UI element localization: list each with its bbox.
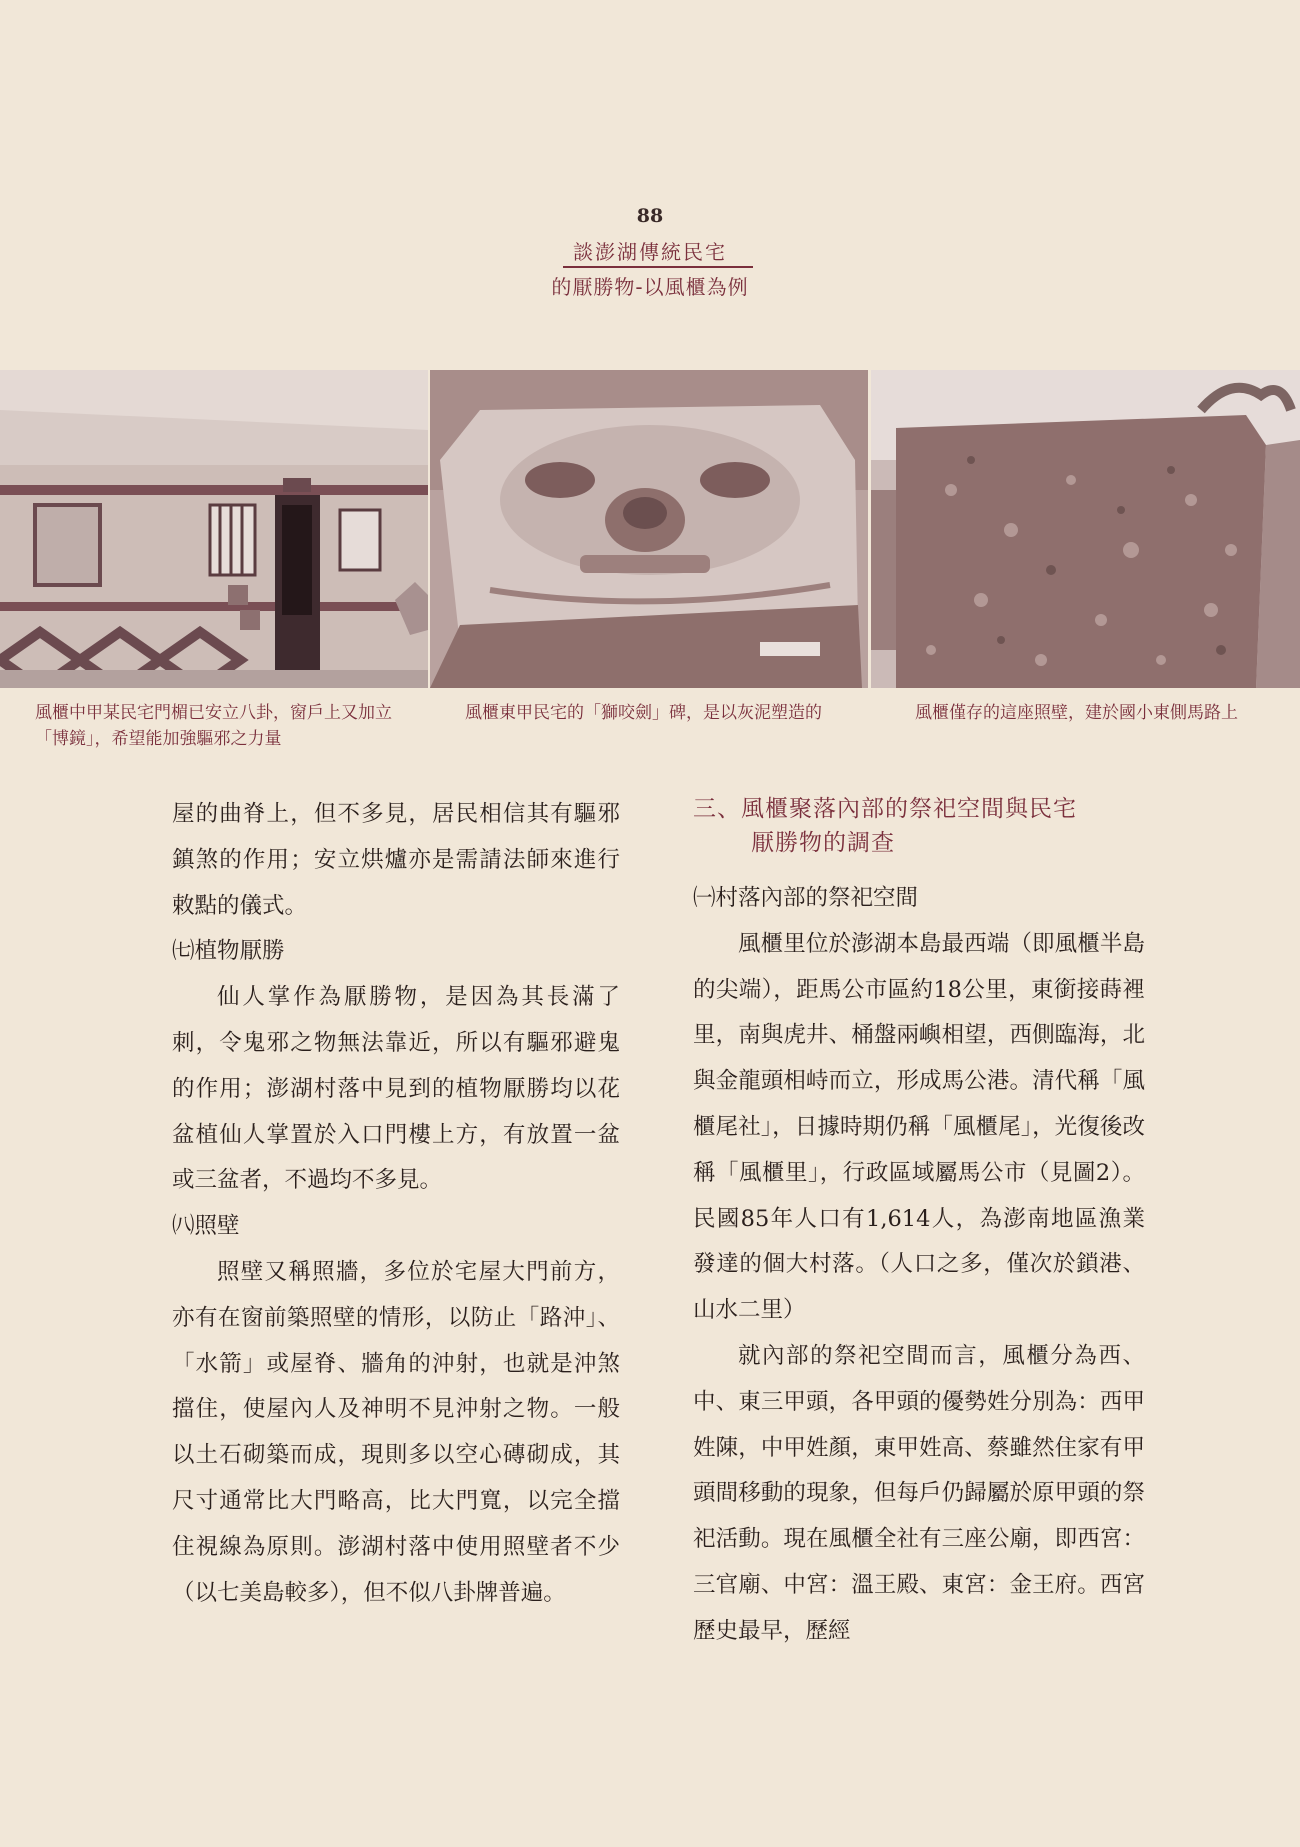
paragraph: 照壁又稱照牆，多位於宅屋大門前方，亦有在窗前築照壁的情形，以防止「路沖」、「水箭」或屋脊、牆角的沖射，也就是沖煞擋住，使屋內人及神明不見沖射之物。一般以土石砌築而成，現則多以空心磚砌成，其尺寸通常比大門略高，比大門寬，以完全擋住視線為原則。澎湖村落中使用照壁者不少（以七美島較多），但不似八卦牌普遍。	[172, 1258, 620, 1606]
photo-house-facade	[0, 370, 428, 688]
paragraph: 屋的曲脊上，但不多見，居民相信其有驅邪鎮煞的作用；安立烘爐亦是需請法師來進行敕點的儀式。	[172, 801, 620, 919]
left-column	[172, 792, 620, 1616]
running-title-line2: 的厭勝物-以風櫃為例	[551, 275, 749, 299]
photo-caption-3: 風櫃僅存的這座照壁，建於國小東側馬路上	[915, 703, 1238, 723]
header-rule	[563, 266, 753, 268]
section-heading-line2: 厭勝物的調查	[751, 830, 895, 856]
photo-caption-2: 風櫃東甲民宅的「獅咬劍」碑，是以灰泥塑造的	[465, 703, 822, 723]
paragraph: 就內部的祭祀空間而言，風櫃分為西、中、東三甲頭，各甲頭的優勢姓分別為：西甲姓陳，中甲姓顏，東甲姓高、蔡雖然住家有甲頭間移動的現象，但每戶仍歸屬於原甲頭的祭祀活動。現在風櫃全社有三座公廟，即西宮：三官廟、中宮：溫王殿、東宮：金王府。西宮歷史最早，歷經	[693, 1342, 1145, 1644]
photo-caption-1: 風櫃中甲某民宅門楣已安立八卦，窗戶上又加立「博鏡」，希望能加強驅邪之力量	[35, 703, 392, 749]
section-heading	[693, 792, 1145, 860]
right-column	[693, 792, 1145, 1655]
photo-lion-stele	[430, 370, 868, 688]
paragraph: 風櫃里位於澎湖本島最西端（即風櫃半島的尖端），距馬公市區約18公里，東銜接蒔裡里，南與虎井、桶盤兩嶼相望，西側臨海，北與金龍頭相峙而立，形成馬公港。清代稱「風櫃尾社」，日據時期仍稱「風櫃尾」，光復後改稱「風櫃里」，行政區域屬馬公市（見圖2）。民國85年人口有1,614人，為澎南地區漁業發達的個大村落。（人口之多，僅次於鎖港、山水二里）	[693, 930, 1145, 1324]
subheading-screen-wall: ㈧照壁	[172, 1213, 240, 1240]
section-heading-line1: 三、風櫃聚落內部的祭祀空間與民宅	[693, 796, 1077, 822]
paragraph: 仙人掌作為厭勝物，是因為其長滿了刺，令鬼邪之物無法靠近，所以有驅邪避鬼的作用；澎湖村落中見到的植物厭勝均以花盆植仙人掌置於入口門樓上方，有放置一盆或三盆者，不過均不多見。	[172, 984, 620, 1194]
page-number: 88	[636, 205, 664, 227]
running-title-line1: 談澎湖傳統民宅	[573, 240, 727, 264]
subheading-ritual-space: ㈠村落內部的祭祀空間	[693, 885, 919, 911]
photo-screen-wall	[871, 370, 1300, 688]
subheading-plant-talisman: ㈦植物厭勝	[172, 938, 285, 965]
